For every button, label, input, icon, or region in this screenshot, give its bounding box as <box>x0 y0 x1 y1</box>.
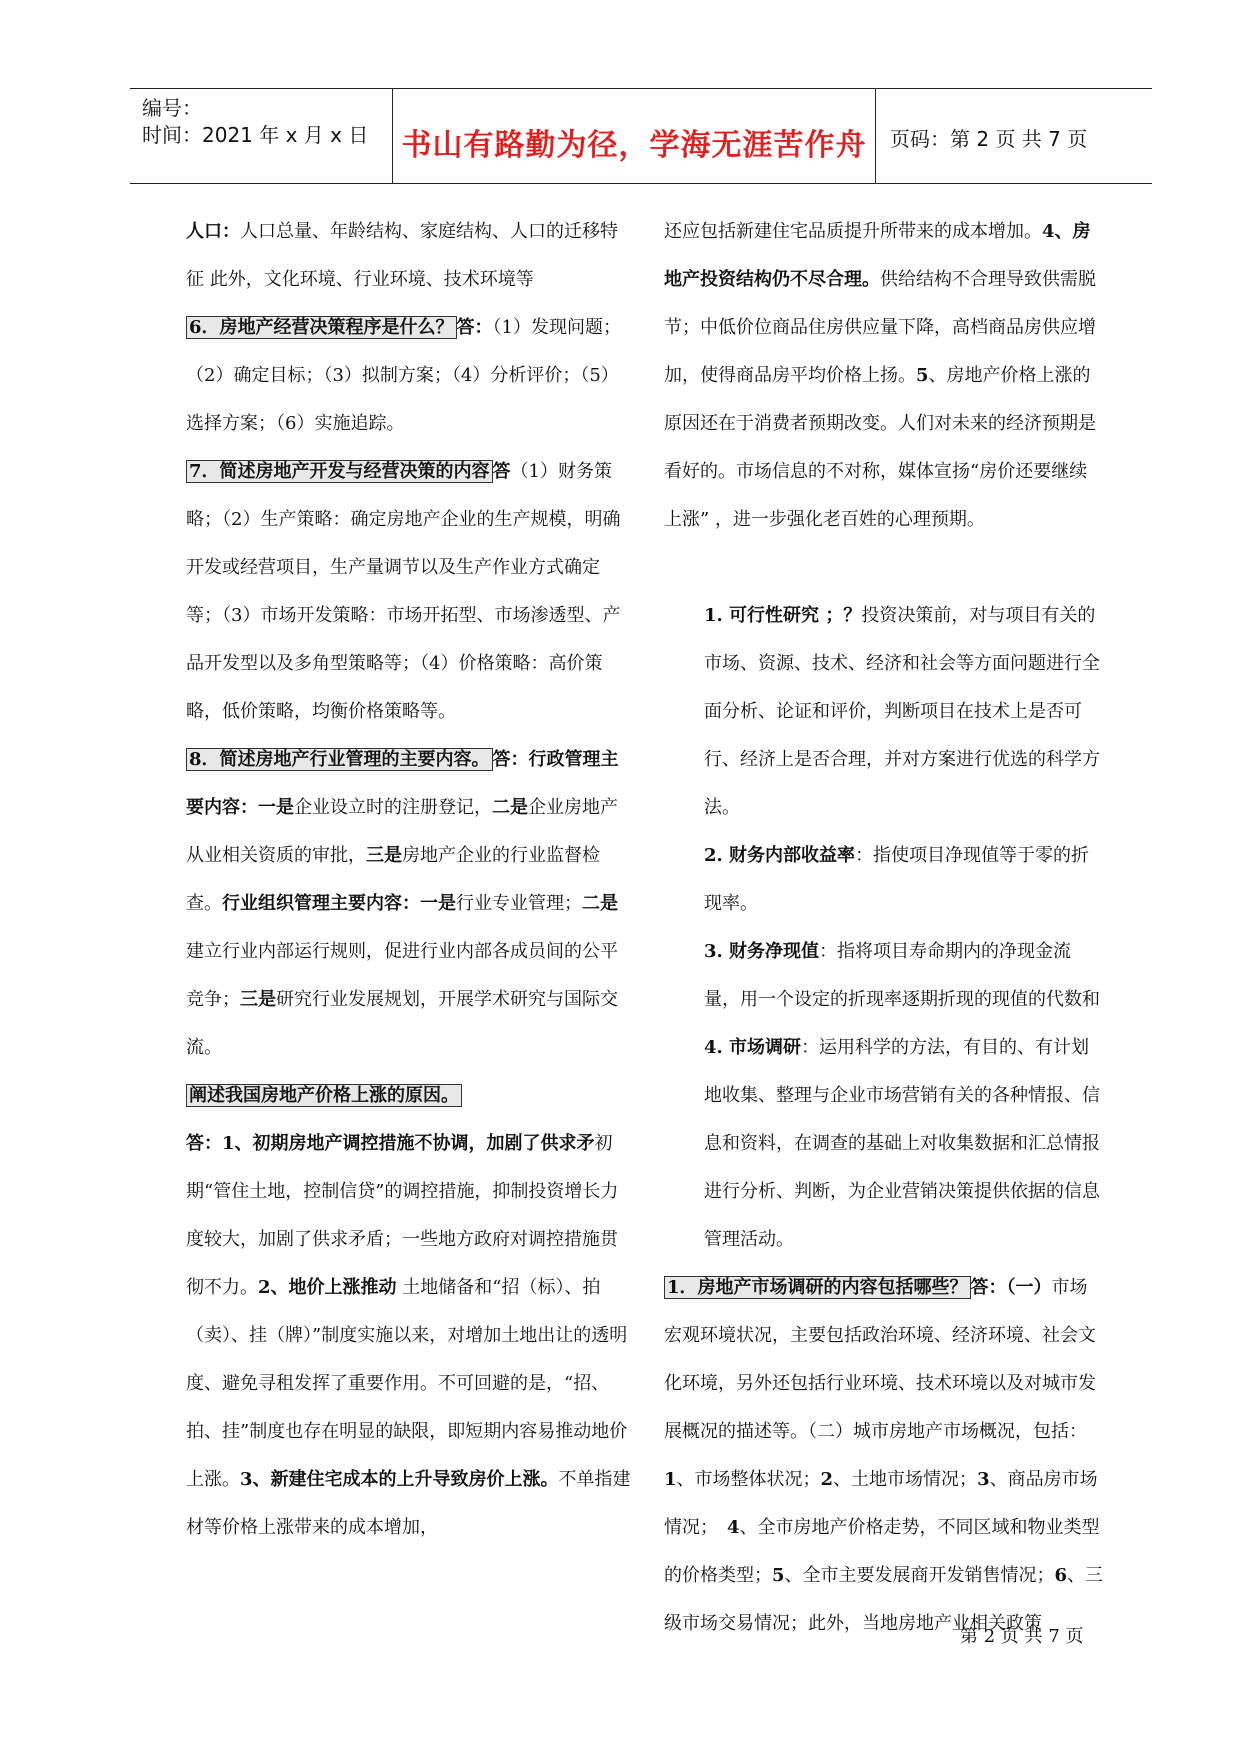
header-meta <box>130 89 393 183</box>
header-page-label: 页码：第 2 页 共 7 页 <box>890 127 1088 151</box>
definition-term: 1. 可行性研究 ；？ <box>704 605 862 626</box>
answer-text: 企业房地产从业相关资质的审批， <box>186 797 618 866</box>
bold-text: 三是 <box>240 989 276 1010</box>
bold-text: 5 <box>772 1565 785 1586</box>
right-column <box>664 208 1104 1648</box>
definition-term: 2. 财务内部收益率 <box>704 845 856 866</box>
bold-text: 一是 <box>258 797 294 818</box>
spacer <box>664 544 1104 592</box>
answer-label: 答：行政管理主要内容： <box>186 749 619 818</box>
question-6-title: 6．房地产经营决策程序是什么？ <box>186 316 457 339</box>
page-footer: 第 2 页 共 7 页 <box>960 1626 1084 1647</box>
bold-text: 5 <box>916 365 929 386</box>
left-column <box>186 208 634 1552</box>
answer-text: 、全市房地产价格走势，不同区域和物业类型的价格类型； <box>664 1517 1100 1586</box>
paragraph-continued <box>664 208 1104 544</box>
bold-text: 三是 <box>366 845 402 866</box>
bold-text: 3 <box>977 1469 990 1490</box>
answer-text: 、全市主要发展商开发销售情况； <box>784 1565 1055 1586</box>
definition-text: ：指将项目寿命期内的净现金流量，用一个设定的折现率逐期折现的现值的代数和 <box>704 941 1100 1010</box>
definition-text: 投资决策前，对与项目有关的市场、资源、技术、经济和社会等方面问题进行全面分析、论证和评价，判断项目在技术上是否可行、经济上是否合理，并对方案进行优选的科学方法。 <box>704 605 1100 818</box>
definition-text: ：运用科学的方法，有目的、有计划地收集、整理与企业市场营销有关的各种情报、信息和资料，在调查的基础上对收集数据和汇总情报进行分析、判断，为企业营销决策提供依据的信息管理活动。 <box>704 1037 1100 1250</box>
time-label: 时间：2021 年 x 月 x 日 <box>142 123 369 147</box>
answer-text: 初期“管住土地，控制信贷”的调控措施，抑制投资增长力度较大，加剧了供求矛盾；一些地方政府对调控措施贯彻不力。 <box>186 1133 619 1298</box>
definition-irr <box>664 832 1104 928</box>
answer-label: 答： <box>456 317 493 338</box>
bold-text: 行业组织管理主要内容：一是 <box>222 893 456 914</box>
header-motto-cell <box>393 89 876 183</box>
term-population: 人口： <box>186 221 240 242</box>
bold-text: 4、房地产投资结构仍不尽合理。 <box>664 221 1091 290</box>
definition-feasibility <box>664 592 1104 832</box>
bold-text: 3、新建住宅成本的上升导致房价上涨。 <box>240 1469 559 1490</box>
answer-text: 、商品房市场情况； <box>664 1469 1098 1538</box>
paragraph-population <box>186 208 634 304</box>
answer-label: 答 <box>492 461 511 482</box>
answer-label: 答：（一） <box>970 1277 1052 1298</box>
question-market-research <box>664 1264 1104 1648</box>
definition-text: ：指使项目净现值等于零的折现率。 <box>704 845 1090 914</box>
answer-text: 市场宏观环境状况，主要包括政治环境、经济环境、社会文化环境，另外还包括行业环境、技术环境以及对城市发展概况的描述等。（二）城市房地产市场概况，包括： <box>664 1277 1096 1442</box>
question-9-title: 阐述我国房地产价格上涨的原因。 <box>186 1084 462 1107</box>
bold-text: 答：1、初期房地产调控措施不协调，加剧了供求矛 <box>186 1133 595 1154</box>
answer-text: 不单指建材等价格上涨带来的成本增加， <box>186 1469 631 1538</box>
definition-term: 4. 市场调研 <box>704 1037 802 1058</box>
body-text: 还应包括新建住宅品质提升所带来的成本增加。 <box>664 221 1042 242</box>
bold-text: 2、地价上涨推动 <box>258 1277 397 1298</box>
question-8-title: 8．简述房地产行业管理的主要内容。 <box>186 748 493 771</box>
bold-text: 1 <box>664 1469 677 1490</box>
bold-text: 4 <box>727 1517 740 1538</box>
question-9 <box>186 1072 634 1120</box>
body-text: 供给结构不合理导致供需脱节；中低价位商品住房供应量下降，高档商品房供应增加，使得商品房平均价格上扬。 <box>664 269 1096 386</box>
bold-text: 6 <box>1054 1565 1068 1586</box>
question-9-answer <box>186 1120 634 1552</box>
population-text: 人口总量、年龄结构、家庭结构、人口的迁移特征 此外，文化环境、行业环境、技术环境等 <box>186 221 618 290</box>
definition-term: 3. 财务净现值 <box>704 941 820 962</box>
answer-text: 房地产企业的行业监督检查。 <box>186 845 600 914</box>
serial-label: 编号： <box>142 96 202 120</box>
question-1-title: 1．房地产市场调研的内容包括哪些？ <box>664 1276 971 1299</box>
answer-text: 、市场整体状况； <box>676 1469 821 1490</box>
bold-text: 二是 <box>492 797 528 818</box>
question-7-title: 7．简述房地产开发与经营决策的内容 <box>186 460 493 483</box>
answer-text: 行业专业管理； <box>456 893 582 914</box>
answer-text: 研究行业发展规划，开展学术研究与国际交流。 <box>186 989 618 1058</box>
page-header <box>130 88 1152 184</box>
definition-npv <box>664 928 1104 1024</box>
answer-text: 建立行业内部运行规则，促进行业内部各成员间的公平竞争； <box>186 941 618 1010</box>
answer-text: 企业设立时的注册登记， <box>294 797 492 818</box>
question-8 <box>186 736 634 1072</box>
answer-text: 、三级市场交易情况；此外，当地房地产业相关政策 <box>664 1565 1104 1634</box>
body-text: 、房地产价格上涨的原因还在于消费者预期改变。人们对未来的经济预期是看好的。市场信息的不对称，媒体宣扬“房价还要继续上涨” ，进一步强化老百姓的心理预期。 <box>664 365 1096 530</box>
answer-text: 、土地市场情况； <box>833 1469 978 1490</box>
header-page-cell <box>876 89 1152 183</box>
header-motto: 书山有路勤为径，学海无涯苦作舟 <box>401 128 867 163</box>
question-7 <box>186 448 634 736</box>
question-6 <box>186 304 634 448</box>
definition-market-research <box>664 1024 1104 1264</box>
question-7-answer: （1）财务策略；（2）生产策略：确定房地产企业的生产规模，明确开发或经营项目，生产量调节以及生产作业方式确定等；（3）市场开发策略：市场开拓型、市场渗透型、产品开发型以及多角型策略等；（4）价格策略：高价策略，低价策略，均衡价格策略等。 <box>186 461 621 722</box>
bold-text: 二是 <box>582 893 618 914</box>
bold-text: 2 <box>820 1469 834 1490</box>
question-6-answer: （1）发现问题；（2）确定目标；（3）拟制方案；（4）分析评价；（5）选择方案；（6）实施追踪。 <box>186 317 621 434</box>
answer-text: 土地储备和“招（标）、拍（卖）、挂（牌）”制度实施以来，对增加土地出让的透明度、避免寻租发挥了重要作用。不可回避的是，“招、拍、挂”制度也存在明显的缺限，即短期内容易推动地价上涨。 <box>186 1277 628 1490</box>
